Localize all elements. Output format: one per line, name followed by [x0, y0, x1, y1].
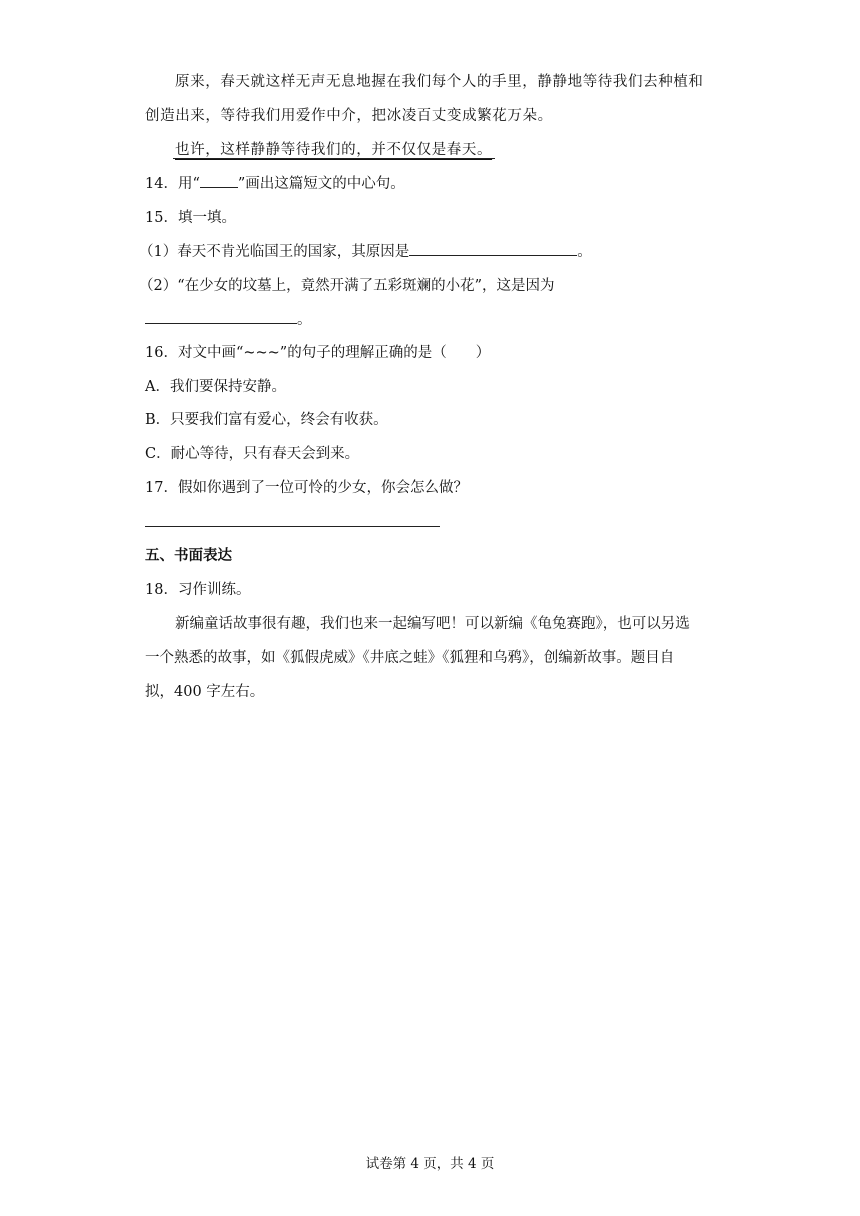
question-16-option-c[interactable]: C．耐心等待，只有春天会到来。: [145, 446, 360, 462]
question-16-option-b[interactable]: B．只要我们富有爱心，终会有收获。: [145, 412, 388, 428]
question-14-suffix: ”画出这篇短文的中心句。: [237, 176, 405, 192]
question-15-sub-1-text: （1）春天不肯光临国王的国家，其原因是: [139, 244, 410, 260]
passage-paragraph-2-underlined: 也许，这样静静等待我们的，并不仅仅是春天。: [175, 142, 493, 158]
answer-blank-underline-symbol[interactable]: [200, 173, 238, 188]
question-18-line-1: 新编童话故事很有趣，我们也来一起编写吧！可以新编《龟兔赛跑》，也可以另选: [175, 616, 690, 632]
question-15-sub-1-end: 。: [577, 244, 592, 260]
page-footer: 试卷第 4 页，共 4 页: [365, 1156, 495, 1172]
question-17-stem: 17．假如你遇到了一位可怜的少女，你会怎么做？: [145, 480, 468, 496]
question-16-stem: 16．对文中画“~~~”的句子的理解正确的是（ ）: [145, 345, 491, 361]
wavy-underline: [173, 158, 495, 159]
question-18-line-3: 拟，400 字左右。: [145, 684, 265, 700]
question-15-sub-2-end: 。: [297, 312, 312, 328]
question-18-line-2: 一个熟悉的故事，如《狐假虎威》《井底之蛙》《狐狸和乌鸦》，创编新故事。题目自: [145, 650, 675, 666]
question-15-sub-2-answer-line: [145, 309, 312, 331]
passage-paragraph-1-line-1: 原来，春天就这样无声无息地握在我们每个人的手里，静静地等待我们去种植和: [175, 74, 704, 90]
question-14-prefix: 14．用“: [145, 176, 200, 192]
answer-blank-15-1[interactable]: [409, 241, 577, 256]
question-15-sub-1: [139, 241, 592, 263]
question-15-sub-2-text: （2）“在少女的坟墓上，竟然开满了五彩斑斓的小花”，这是因为: [139, 278, 555, 294]
question-14: [145, 173, 405, 195]
question-18-stem: 18．习作训练。: [145, 582, 251, 598]
question-15-stem: 15．填一填。: [145, 210, 236, 226]
answer-blank-15-2[interactable]: [145, 309, 297, 324]
passage-paragraph-1-line-2: 创造出来，等待我们用爱作中介，把冰凌百丈变成繁花万朵。: [145, 108, 553, 124]
answer-line-17[interactable]: [145, 526, 440, 527]
question-16-option-a[interactable]: A．我们要保持安静。: [145, 379, 286, 395]
section-heading: 五、书面表达: [145, 547, 232, 564]
